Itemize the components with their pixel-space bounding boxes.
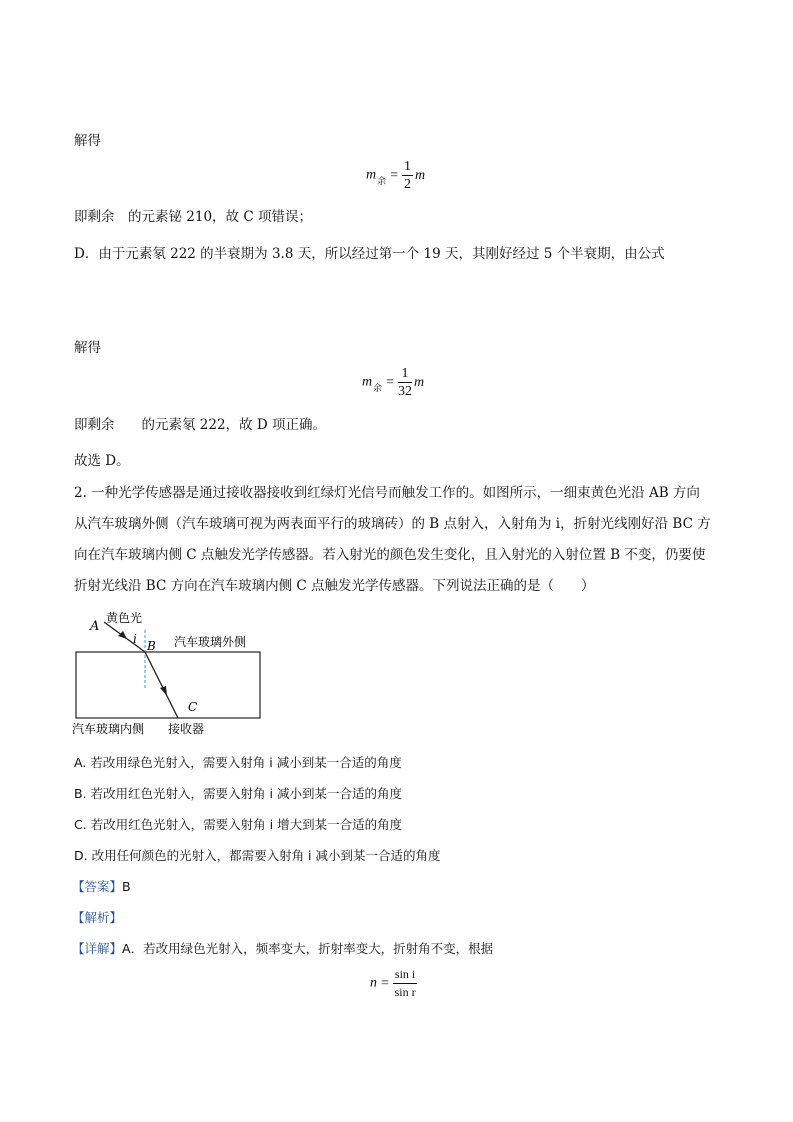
answer-tag: 【答案】 (72, 879, 123, 894)
question-2-line-1: 2. 一种光学传感器是通过接收器接收到红绿灯光信号而触发工作的。如图所示，一细束黄色光沿 AB 方向 (74, 485, 700, 501)
label-b: B (147, 639, 156, 653)
equation-remaining-half (366, 158, 425, 193)
eq2-rhs: m (414, 374, 425, 390)
eq1-lhs: m (366, 167, 377, 183)
refracted-ray (145, 652, 178, 718)
label-receiver: 接收器 (168, 722, 205, 736)
glass-slab (76, 652, 260, 718)
analysis-tag: 【解析】 (72, 910, 123, 925)
label-i: i (133, 632, 137, 646)
eq1-op: = (390, 167, 399, 183)
equation-remaining-32nd (362, 365, 424, 400)
refracted-arrow-icon (160, 686, 167, 696)
eq1-subscript: 余 (377, 175, 387, 186)
option-a: A. 若改用绿色光射入，需要入射角 i 减小到某一合适的角度 (74, 755, 402, 770)
label-a: A (90, 619, 100, 634)
option-d: D. 改用任何颜色的光射入，都需要入射角 i 减小到某一合适的角度 (74, 848, 441, 863)
solve-label-2: 解得 (74, 340, 101, 356)
line-option-c-conclusion: 即剩余 的元素铋 210，故 C 项错误； (74, 209, 312, 225)
line-option-d-conclusion: 即剩余 的元素氡 222，故 D 项正确。 (74, 417, 326, 433)
detail-line (72, 939, 493, 959)
eq2-den: 32 (398, 384, 413, 399)
choose-answer-line: 故选 D。 (74, 453, 130, 469)
option-b: B. 若改用红色光射入，需要入射角 i 减小到某一合适的角度 (74, 786, 402, 801)
refraction-figure (70, 608, 270, 738)
eq3-op: = (381, 975, 389, 991)
eq3-num: sin i (393, 966, 417, 984)
eq2-num: 1 (398, 365, 412, 383)
detail-tag: 【详解】 (72, 941, 123, 956)
detail-text: A．若改用绿色光射入，频率变大，折射率变大，折射角不变，根据 (122, 941, 494, 956)
question-2-line-2: 从汽车玻璃外侧（汽车玻璃可视为两表面平行的玻璃砖）的 B 点射入，入射角为 i，折射光线刚好沿 BC 方 (74, 516, 711, 532)
eq3-den: sin r (394, 985, 416, 999)
label-yellow-light: 黄色光 (106, 611, 143, 625)
eq3-lhs: n (370, 975, 377, 991)
incident-arrow-icon (118, 631, 127, 639)
label-glass-outside: 汽车玻璃外侧 (174, 635, 247, 649)
label-glass-inside: 汽车玻璃内侧 (72, 722, 145, 736)
eq1-rhs: m (415, 167, 426, 183)
eq1-num: 1 (404, 159, 412, 174)
eq2-subscript: 余 (373, 382, 383, 393)
answer-line (72, 877, 131, 897)
answer-value: B (122, 879, 131, 894)
eq2-lhs: m (362, 374, 373, 390)
line-option-d-intro: D．由于元素氡 222 的半衰期为 3.8 天，所以经过第一个 19 天，其刚好经过 5 个半衰期，由公式 (74, 246, 665, 262)
eq1-den: 2 (404, 177, 412, 192)
option-c: C. 若改用红色光射入，需要入射角 i 增大到某一合适的角度 (74, 817, 403, 832)
solve-label-1: 解得 (74, 133, 101, 149)
question-2-line-4: 折射光线沿 BC 方向在汽车玻璃内侧 C 点触发光学传感器。下列说法正确的是（ ） (74, 578, 595, 594)
question-2-line-3: 向在汽车玻璃内侧 C 点触发光学传感器。若入射光的颜色发生变化，且入射光的入射位置 B 不变，仍要使 (74, 547, 706, 563)
eq2-op: = (386, 374, 395, 390)
label-c: C (188, 700, 198, 714)
equation-refractive-index (370, 966, 417, 1001)
